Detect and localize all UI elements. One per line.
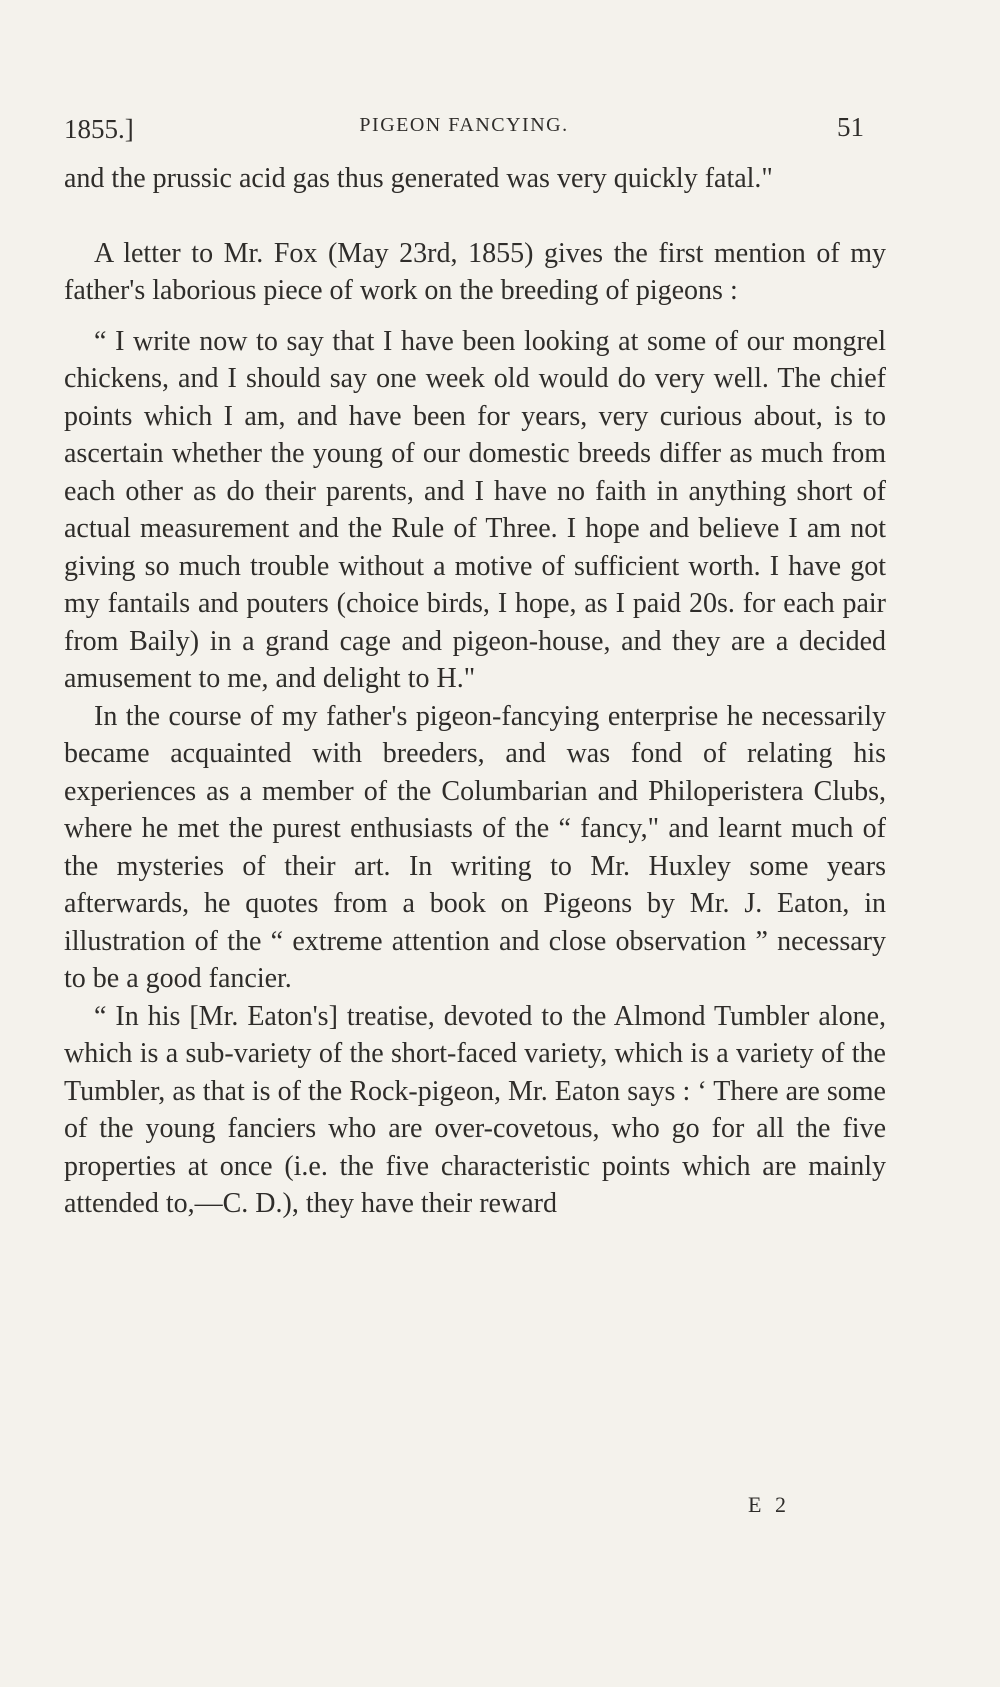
paragraph-continuation: and the prussic acid gas thus generated was very quickly fatal." xyxy=(64,163,773,194)
paragraph-pigeon-fancying: In the course of my father's pigeon-fancying enterprise he necessarily became acquainted with breeders, and was fond of relating his experiences as a member of the Columbarian and Philoperistera Clubs, where he met the purest enthusiasts of the “ fancy," and learnt much of the mysteries of their art. In writing to Mr. Huxley some years afterwards, he quotes from a book on Pigeons by Mr. J. Eaton, in illustration of the “ extreme attention and close observation ” necessary to be a good fancier. xyxy=(64,700,886,994)
paragraph-letter-intro: A letter to Mr. Fox (May 23rd, 1855) gives the first mention of my father's laborious piece of work on the breeding of pigeons : xyxy=(64,237,886,306)
header-title: PIGEON FANCYING. xyxy=(359,114,569,136)
signature-mark: E 2 xyxy=(748,1492,790,1517)
header-year: 1855.] xyxy=(64,114,134,144)
running-header xyxy=(64,108,864,148)
paragraph-quote-eaton: “ In his [Mr. Eaton's] treatise, devoted to the Almond Tumbler alone, which is a sub-variety of the short-faced variety, which is a variety of the Tumbler, as that is of the Rock-pigeon, Mr. Eaton says : ‘ There are some of the young fanciers who are over-covetous, who go for all the five properties at once (i.e. the five characteristic points which are mainly attended to,—C. D.), they have their reward xyxy=(64,1000,886,1219)
page-body xyxy=(64,160,886,1223)
page-number: 51 xyxy=(837,112,864,142)
paragraph-quote-fox: “ I write now to say that I have been looking at some of our mongrel chickens, and I should say one week old would do very well. The chief points which I am, and have been for years, very curious about, is to ascertain whether the young of our domestic breeds differ as much from each other as do their parents, and I have no faith in anything short of actual measurement and the Rule of Three. I hope and believe I am not giving so much trouble without a motive of sufficient worth. I have got my fantails and pouters (choice birds, I hope, as I paid 20s. for each pair from Baily) in a grand cage and pigeon-house, and they are a decided amusement to me, and delight to H." xyxy=(64,325,886,694)
